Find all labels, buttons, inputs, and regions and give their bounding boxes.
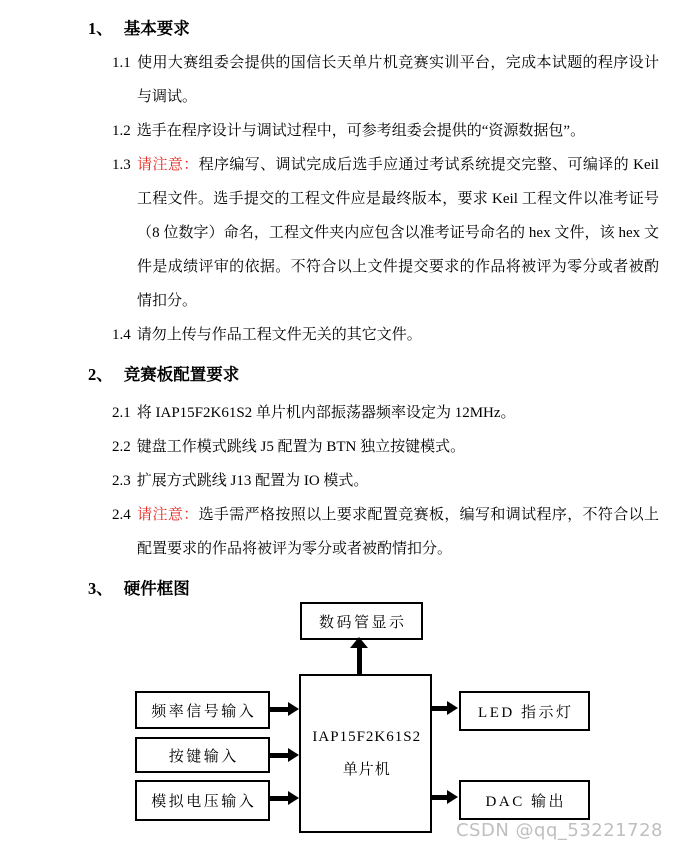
section-number: 1、 (88, 19, 113, 38)
item-text: 选手需严格按照以上要求配置竞赛板，编写和调试程序，不符合以上配置要求的作品将被评为零分或者被酌情扣分。 (137, 507, 659, 557)
item-2-2 (112, 430, 659, 464)
item-2-3 (112, 464, 659, 498)
diagram-box-label: LED 指示灯 (478, 704, 574, 721)
diagram-box-led-indicator (459, 691, 590, 731)
item-text: 请勿上传与作品工程文件无关的其它文件。 (136, 327, 422, 343)
section-title: 硬件框图 (123, 579, 190, 598)
section-title: 竞赛板配置要求 (123, 365, 240, 384)
notice-label: 请注意： (136, 157, 199, 173)
item-1-3 (112, 148, 659, 318)
mcu-label-line2: 单片机 (342, 761, 391, 778)
item-2-1 (112, 396, 659, 430)
arrow-right-head (447, 701, 458, 715)
diagram-box-label: 模拟电压输入 (151, 794, 257, 810)
diagram-box-analog-voltage-input (135, 780, 270, 821)
item-text: 扩展方式跳线 J13 配置为 IO 模式。 (136, 473, 369, 489)
section-heading-3 (88, 572, 677, 606)
arrow-line (432, 795, 448, 800)
arrow-line (357, 647, 362, 674)
arrow-right-head (288, 748, 299, 762)
item-text: 选手在程序设计与调试过程中，可参考组委会提供的“资源数据包”。 (136, 123, 586, 139)
item-number: 1.2 (112, 123, 131, 139)
item-number: 1.3 (112, 157, 131, 173)
item-1-2 (112, 114, 659, 148)
notice-label: 请注意： (136, 507, 199, 523)
diagram-box-label: 按键输入 (168, 748, 239, 765)
item-2-4 (112, 498, 659, 566)
diagram-box-dac-output (459, 780, 590, 820)
diagram-box-display (300, 602, 423, 640)
item-1-1 (112, 46, 659, 114)
arrow-line (270, 707, 289, 712)
section-title: 基本要求 (123, 19, 190, 38)
item-text: 将 IAP15F2K61S2 单片机内部振荡器频率设定为 12MHz。 (136, 405, 516, 421)
section-number: 3、 (88, 579, 113, 598)
item-number: 1.1 (112, 55, 131, 71)
item-number: 1.4 (112, 327, 131, 343)
item-number: 2.3 (112, 473, 131, 489)
mcu-label-line1: IAP15F2K61S2 (312, 728, 422, 745)
arrow-line (270, 796, 289, 801)
arrow-right-head (447, 790, 458, 804)
item-text: 键盘工作模式跳线 J5 配置为 BTN 独立按键模式。 (136, 439, 466, 455)
csdn-watermark: CSDN @qq_53221728 (455, 820, 663, 841)
section-number: 2、 (88, 365, 113, 384)
item-number: 2.1 (112, 405, 131, 421)
item-1-4 (112, 318, 659, 352)
diagram-box-mcu (299, 674, 432, 833)
item-text: 使用大赛组委会提供的国信长天单片机竞赛实训平台，完成本试题的程序设计与调试。 (136, 55, 659, 105)
item-text: 程序编写、调试完成后选手应通过考试系统提交完整、可编译的 Keil 工程文件。选手提交的工程文件应是最终版本，要求 Keil 工程文件以准考证号（8 位数字）命名，工程文件夹内应包含以准考证号命名的 hex 文件，该 hex 文件是成绩评审的依据。不符合以上文件提交要求的作品将被评为零分或者被酌情扣分。 (137, 157, 659, 309)
arrow-right-head (288, 791, 299, 805)
arrow-line (270, 753, 289, 758)
diagram-box-frequency-input (135, 691, 270, 729)
item-number: 2.2 (112, 439, 131, 455)
arrow-up-head (350, 637, 368, 648)
diagram-box-key-input (135, 737, 270, 773)
diagram-box-label: 数码管显示 (318, 614, 407, 631)
arrow-line (432, 706, 448, 711)
arrow-right-head (288, 702, 299, 716)
diagram-box-label: DAC 输出 (485, 793, 566, 810)
item-number: 2.4 (112, 507, 131, 523)
section-heading-2 (88, 358, 677, 392)
section-heading-1 (88, 12, 677, 46)
diagram-box-label: 频率信号输入 (151, 703, 257, 720)
